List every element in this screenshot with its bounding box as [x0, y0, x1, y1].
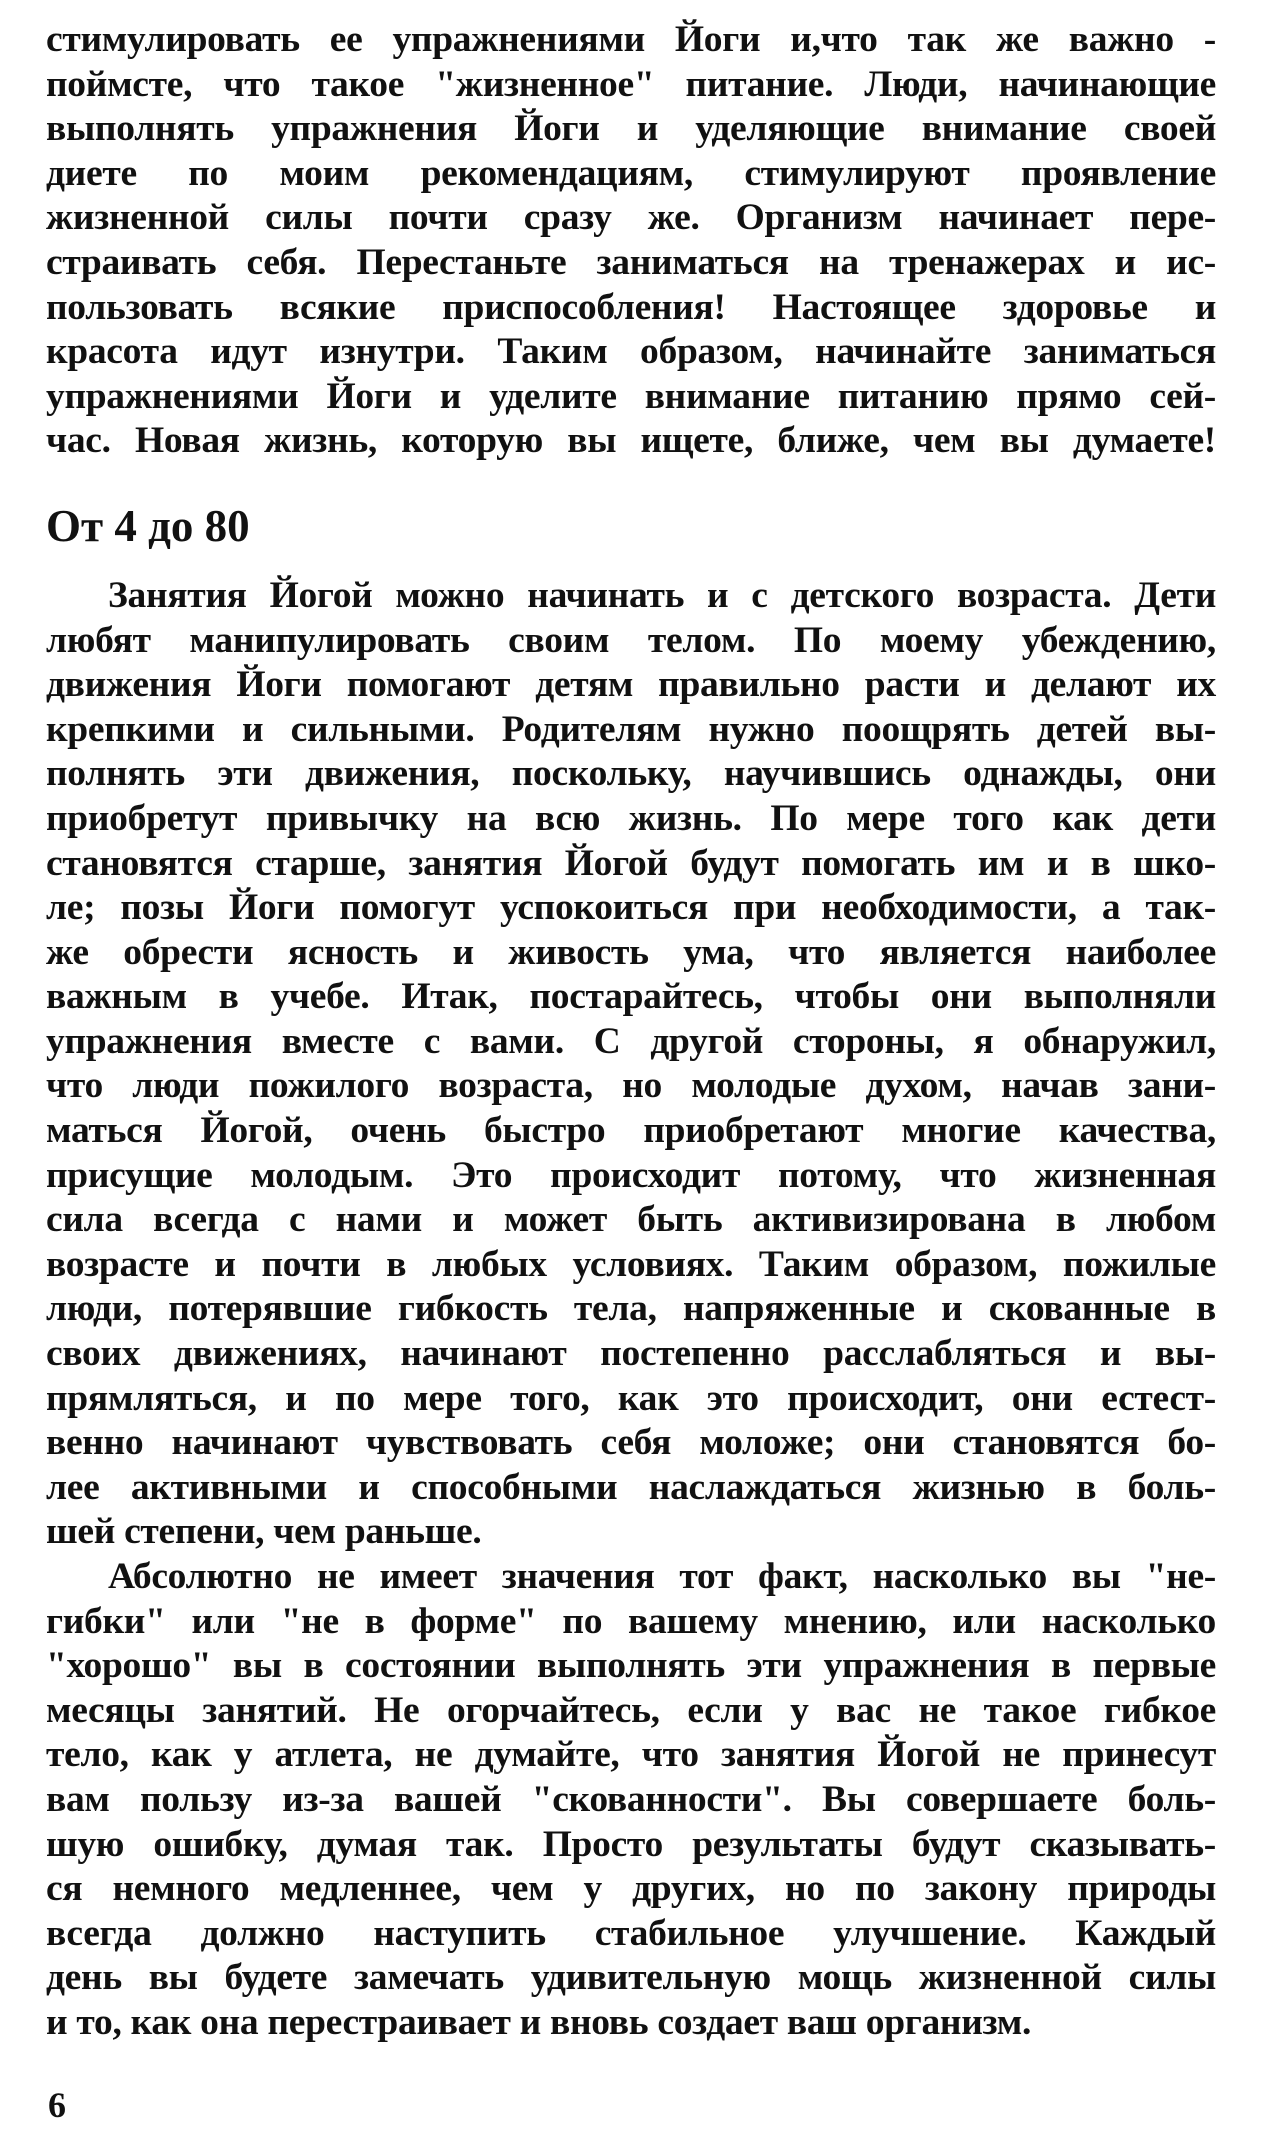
text-line: стимулировать ее упражнениями Йоги и,что так же важно -: [46, 19, 1216, 60]
section-heading: От 4 до 80: [46, 500, 250, 551]
text-line: своих движениях, начинают постепенно расслабляться и вы-: [46, 1333, 1216, 1375]
text-line: диете по моим рекомендациям, стимулируют проявление: [46, 152, 1216, 194]
paragraph-1: [46, 18, 1216, 464]
text-line: тело, как у атлета, не думайте, что занятия Йогой не принесут: [46, 1734, 1216, 1776]
text-line: сила всегда с нами и может быть активизирована в любом: [46, 1199, 1216, 1241]
text-line: месяцы занятий. Не огорчайтесь, если у вас не такое гибкое: [46, 1689, 1216, 1731]
text-line: Занятия Йогой можно начинать и с детского возраста. Дети: [108, 574, 1216, 616]
text-line: и то, как она перестраивает и вновь создает ваш организм.: [46, 2001, 1032, 2043]
page-content: [46, 18, 1216, 2046]
text-line: поймсте, что такое "жизненное" питание. Люди, начинающие: [46, 63, 1216, 105]
text-line: возрасте и почти в любых условиях. Таким образом, пожилые: [46, 1243, 1216, 1285]
text-line: всегда должно наступить стабильное улучшение. Каждый: [46, 1912, 1216, 1954]
text-line: шую ошибку, думая так. Просто результаты будут сказывать-: [46, 1823, 1216, 1865]
text-line: приобретут привычку на всю жизнь. По мере того как дети: [46, 797, 1216, 839]
text-line: что люди пожилого возраста, но молодые духом, начав зани-: [46, 1065, 1216, 1107]
paragraph-2: [46, 574, 1216, 1555]
text-line: пользовать всякие приспособления! Настоящее здоровье и: [46, 286, 1216, 328]
text-line: важным в учебе. Итак, постарайтесь, чтобы они выполняли: [46, 976, 1216, 1018]
text-line: ся немного медленнее, чем у других, но по закону природы: [46, 1868, 1216, 1910]
text-line: день вы будете замечать удивительную мощь жизненной силы: [46, 1957, 1216, 1999]
text-line: любят манипулировать своим телом. По моему убеждению,: [46, 619, 1216, 661]
text-line: жизненной силы почти сразу же. Организм начинает пере-: [46, 197, 1216, 239]
text-line: шей степени, чем раньше.: [46, 1511, 482, 1553]
text-line: люди, потерявшие гибкость тела, напряженные и скованные в: [46, 1288, 1216, 1330]
text-line: становятся старше, занятия Йогой будут помогать им и в шко-: [46, 842, 1216, 884]
paragraph-3: [46, 1555, 1216, 2046]
text-line: полнять эти движения, поскольку, научившись однажды, они: [46, 753, 1216, 795]
text-line: упражнения вместе с вами. С другой стороны, я обнаружил,: [46, 1020, 1216, 1062]
text-line: гибки" или "не в форме" по вашему мнению, или насколько: [46, 1600, 1216, 1642]
text-line: страивать себя. Перестаньте заниматься на тренажерах и ис-: [46, 241, 1216, 283]
text-line: прямляться, и по мере того, как это происходит, они естест-: [46, 1377, 1216, 1419]
text-line: час. Новая жизнь, которую вы ищете, ближе, чем вы думаете!: [46, 420, 1216, 462]
text-line: лее активными и способными наслаждаться жизнью в боль-: [46, 1466, 1216, 1508]
text-line: ле; позы Йоги помогут успокоиться при необходимости, а так-: [46, 887, 1216, 929]
text-line: Абсолютно не имеет значения тот факт, насколько вы "не-: [108, 1556, 1216, 1597]
text-line: присущие молодым. Это происходит потому, что жизненная: [46, 1154, 1216, 1196]
text-line: выполнять упражнения Йоги и уделяющие внимание своей: [46, 108, 1216, 150]
text-line: маться Йогой, очень быстро приобретают многие качества,: [46, 1110, 1216, 1152]
text-line: движения Йоги помогают детям правильно расти и делают их: [46, 664, 1216, 706]
text-line: крепкими и сильными. Родителям нужно поощрять детей вы-: [46, 708, 1216, 750]
text-line: упражнениями Йоги и уделите внимание питанию прямо сей-: [46, 375, 1216, 417]
text-line: "хорошо" вы в состоянии выполнять эти упражнения в первые: [46, 1645, 1216, 1687]
text-line: красота идут изнутри. Таким образом, начинайте заниматься: [46, 331, 1216, 373]
page-number: 6: [48, 2085, 66, 2125]
text-line: венно начинают чувствовать себя моложе; они становятся бо-: [46, 1422, 1216, 1464]
text-line: вам пользу из-за вашей "скованности". Вы совершаете боль-: [46, 1778, 1216, 1820]
text-line: же обрести ясность и живость ума, что является наиболее: [46, 931, 1216, 973]
